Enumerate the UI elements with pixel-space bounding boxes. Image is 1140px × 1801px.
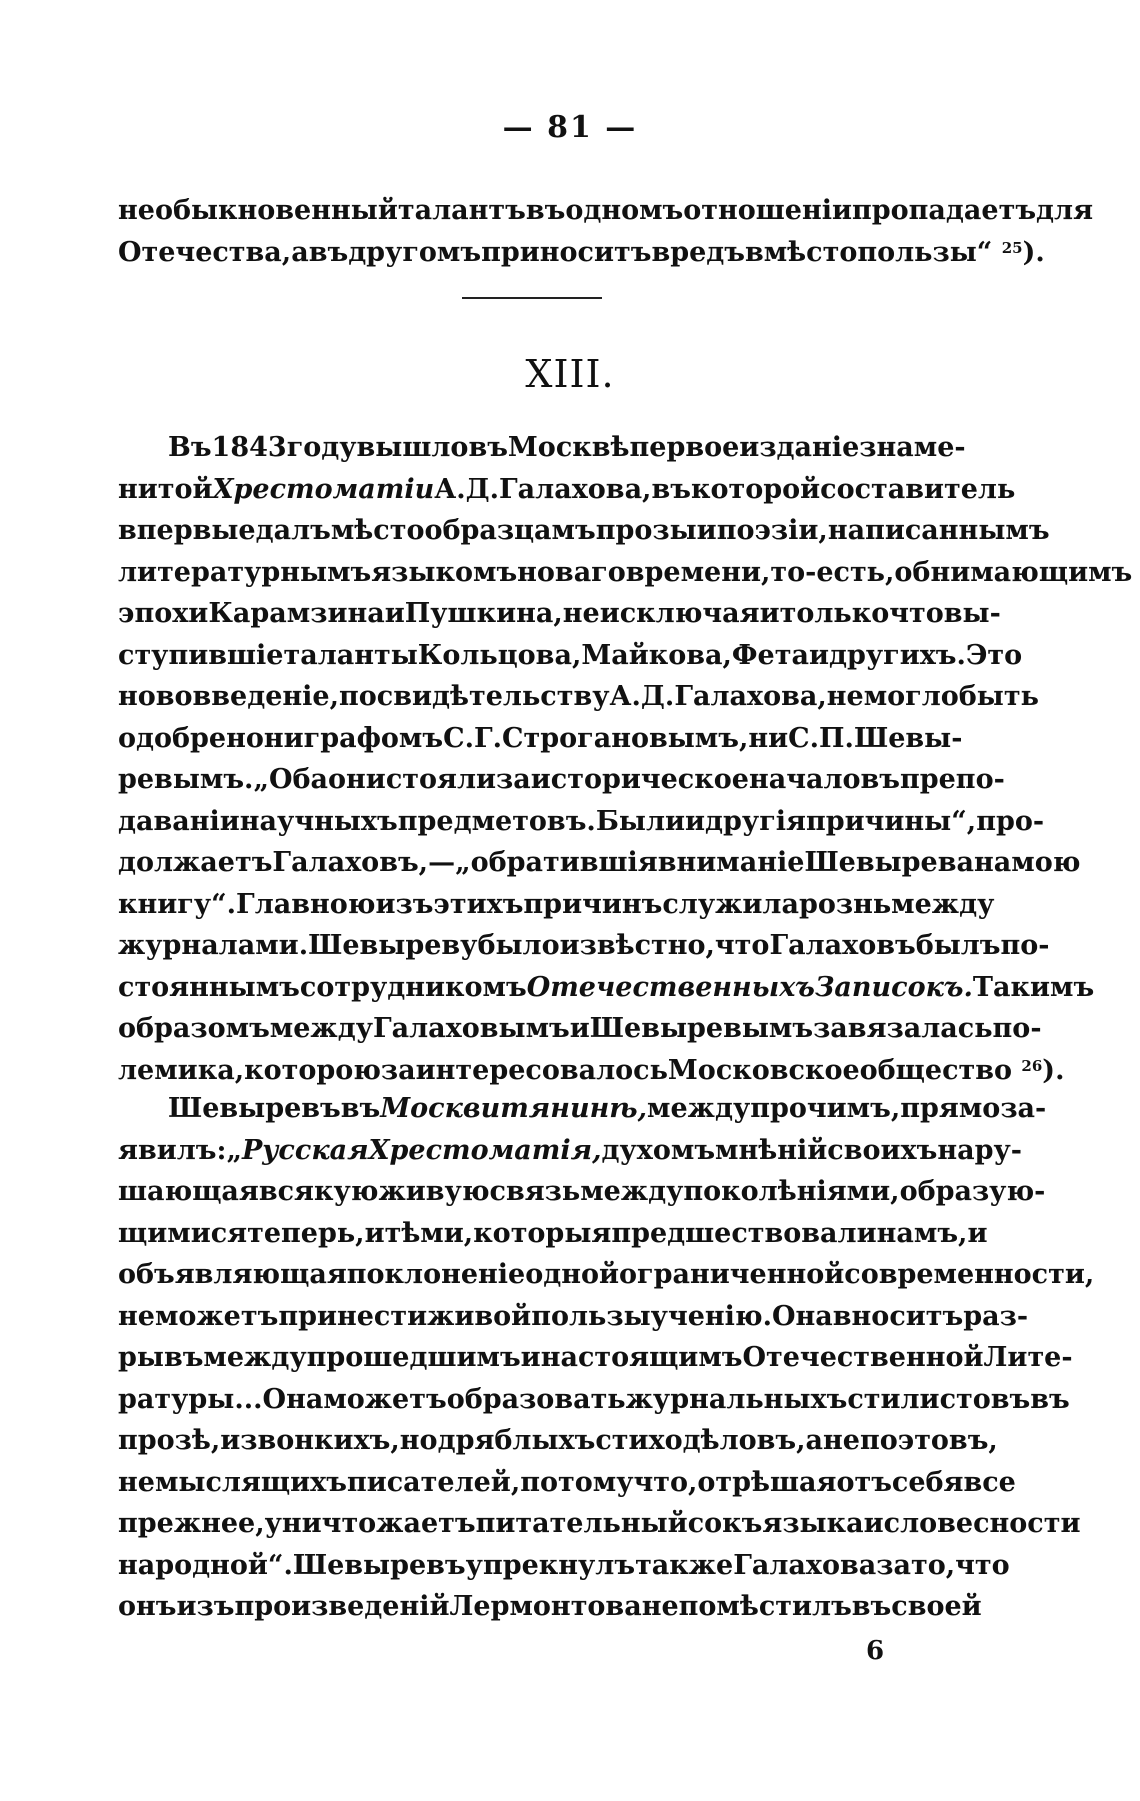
word: Пушкина, (404, 598, 563, 629)
word: языка (762, 1508, 864, 1539)
word: то, (911, 1549, 956, 1581)
word: которой (690, 473, 821, 505)
word: должаетъ (118, 847, 273, 878)
word: предшествовали (611, 1217, 877, 1249)
text-line (118, 801, 1045, 843)
word: мѣсто (330, 515, 425, 546)
word: явилъ: (118, 1134, 227, 1166)
word: другихъ. (828, 639, 966, 671)
word: нитой (118, 473, 213, 505)
word: на (974, 847, 1012, 878)
word: рознь (798, 888, 892, 920)
word: необыкновенный (118, 195, 398, 226)
word: шающая (118, 1176, 259, 1207)
word: про- (976, 805, 1045, 837)
word: стояннымъ (118, 971, 300, 1003)
text-line (118, 1462, 1016, 1504)
word: далъ (255, 515, 331, 546)
word: намъ, (876, 1217, 968, 1249)
word: отъ (836, 1466, 892, 1498)
word: исключая (599, 598, 760, 629)
text-line (118, 1171, 1046, 1213)
word: объявляющая (118, 1259, 347, 1290)
word: прежнее, (118, 1508, 265, 1539)
word: Д. (640, 681, 675, 712)
word: ревымъ. (118, 764, 254, 795)
word: написаннымъ (827, 515, 1050, 546)
word: Фета (731, 639, 809, 671)
word: было (477, 930, 560, 961)
word: Русская (241, 1134, 369, 1166)
word: литературнымъ (118, 556, 372, 588)
text-line (118, 1008, 1042, 1050)
word: всякую (258, 1176, 379, 1207)
word: этихъ (433, 888, 524, 920)
word: пропадаетъ (852, 195, 1037, 226)
word: что (714, 930, 770, 961)
word: словесности (883, 1508, 1081, 1539)
word: первое (629, 432, 740, 463)
word: они (328, 764, 386, 795)
text-line (118, 1503, 1081, 1545)
word: не (641, 1591, 679, 1622)
word: лемика, (118, 1054, 245, 1086)
word: и (808, 639, 829, 671)
word: въ (651, 473, 691, 505)
text-line (118, 593, 1001, 635)
text-line (118, 552, 1133, 594)
word: между (580, 1176, 684, 1207)
word: въ (340, 1093, 381, 1124)
word: Московское (667, 1054, 860, 1086)
word: языкомъ (371, 556, 518, 588)
word: по (339, 681, 377, 712)
section-divider (462, 297, 602, 299)
text-line (118, 1545, 1010, 1587)
word: ступившіе (118, 639, 284, 671)
word: своей (891, 1591, 982, 1622)
text-line (118, 842, 1081, 884)
word: онъ (118, 1591, 177, 1622)
word: Шевырева (804, 847, 974, 878)
word: ученію. (650, 1300, 772, 1332)
word-with-footnote (860, 1050, 1065, 1092)
word: вышло (356, 432, 469, 463)
word: въ (308, 236, 349, 268)
word: одномъ (565, 195, 684, 226)
word: завязалась (813, 1013, 993, 1044)
word: 1843 (211, 432, 287, 463)
word: могло (863, 681, 959, 712)
word: знаме- (859, 432, 966, 463)
word: Хрестоматія, (368, 1134, 602, 1166)
word: Шевыревъ (168, 1093, 341, 1124)
word: и (384, 598, 405, 629)
word: Г. (474, 722, 503, 754)
word: служила (662, 888, 799, 920)
word: свидѣтельству (376, 681, 610, 712)
word: Она (262, 1383, 324, 1415)
word: питательный (475, 1508, 688, 1539)
word: также (635, 1549, 734, 1581)
word: Это (965, 639, 1023, 671)
word: въ (851, 1591, 892, 1622)
word: одной (525, 1259, 620, 1290)
text-line (118, 1254, 1095, 1296)
text-line (118, 925, 1050, 967)
word: и (759, 598, 780, 629)
word: и (569, 1013, 590, 1044)
text-line (118, 718, 963, 760)
word: научныхъ (239, 805, 398, 837)
word: образомъ (118, 1013, 270, 1044)
word: Шевыреву (308, 930, 478, 961)
text-line (118, 759, 1005, 801)
word: начало (748, 764, 861, 795)
paragraph-1 (118, 427, 1133, 1091)
word: которыя (473, 1217, 612, 1249)
word: Шевыревымъ (589, 1013, 814, 1044)
word: потому (520, 1466, 634, 1498)
word: Галахова (733, 1549, 877, 1581)
word: образую- (899, 1176, 1046, 1207)
word: прозы (595, 515, 697, 546)
word: и (364, 1217, 385, 1249)
word: „Оба (253, 764, 329, 795)
word: не (118, 1300, 155, 1332)
word: что, (633, 1466, 698, 1498)
word: Въ (168, 432, 212, 463)
word: можетъ (323, 1383, 447, 1415)
word: то-есть, (770, 556, 895, 588)
word: Шевыревъ (292, 1549, 466, 1581)
word: между (269, 1013, 373, 1044)
word: впервые (118, 515, 256, 546)
word: сокъ (687, 1508, 763, 1539)
word: мою (1011, 847, 1081, 878)
word: для (1036, 195, 1094, 226)
word: году (286, 432, 357, 463)
word: Галахова, (674, 681, 827, 712)
word: таланты (283, 639, 418, 671)
continuation-text (118, 190, 1094, 273)
word: современности, (844, 1259, 1095, 1290)
word: звонкихъ, (240, 1425, 400, 1456)
word: себя (891, 1466, 964, 1498)
word: вмѣсто (744, 236, 858, 268)
text-line (118, 967, 1095, 1009)
word: и (220, 1425, 241, 1456)
text-line (118, 1130, 1022, 1172)
word: а (291, 236, 309, 268)
text-line (118, 427, 966, 469)
word: Галаховымъ (372, 1013, 570, 1044)
footnote-ref: 25 (1001, 238, 1023, 257)
word: поэзіи, (716, 515, 828, 546)
word: живую (378, 1176, 490, 1207)
word: своихъ (827, 1134, 938, 1166)
word: Карамзина (208, 598, 385, 629)
word: причинъ (523, 888, 663, 920)
word: пользы“ (857, 236, 993, 268)
word: талантъ (397, 195, 526, 226)
word: принести (278, 1300, 428, 1332)
word: Отечественной (742, 1342, 984, 1373)
word: и (863, 1508, 884, 1539)
word: за (876, 1549, 911, 1581)
word: вы- (943, 598, 1001, 629)
word: Отечественныхъ (526, 971, 815, 1003)
word: Были (595, 805, 686, 837)
word: рывъ (118, 1342, 204, 1373)
word: С. (443, 722, 474, 754)
word: между (647, 1093, 751, 1124)
signature-mark: 6 (866, 1636, 885, 1666)
word-with-footnote (857, 232, 1044, 274)
word: теперь, (247, 1217, 365, 1249)
word: но (399, 1425, 438, 1456)
word: поколѣніями, (683, 1176, 900, 1207)
text-line (118, 1420, 998, 1462)
word: ограниченной (619, 1259, 845, 1290)
word: живой (427, 1300, 532, 1332)
word: обнимающимъ (894, 556, 1133, 588)
word: Шевы- (853, 722, 963, 754)
word: стилистовъ (847, 1383, 1031, 1415)
word: „ (226, 1134, 242, 1166)
word: по- (992, 1013, 1042, 1044)
text-line (118, 676, 1039, 718)
closing-punct: ). (1042, 1054, 1065, 1086)
word: былъ (915, 930, 1001, 961)
word: вноситъ (832, 1300, 964, 1332)
word: Москвитянинѣ, (380, 1093, 648, 1124)
word: даваніи (118, 805, 240, 837)
closing-punct: ). (1022, 236, 1045, 268)
word: и (696, 515, 717, 546)
word: раз- (963, 1300, 1029, 1332)
footnote-ref: 26 (1021, 1056, 1043, 1075)
word: Строгановымъ, (502, 722, 749, 754)
word: мнѣній (715, 1134, 828, 1166)
word: другомъ (348, 236, 482, 268)
word: все (963, 1466, 1016, 1498)
word: произведеній (234, 1591, 450, 1622)
word: уничтожаетъ (264, 1508, 476, 1539)
text-line (118, 510, 1050, 552)
word: Отечества, (118, 236, 292, 268)
word: духомъ (601, 1134, 716, 1166)
word: А. (609, 681, 641, 712)
word: изданіе (739, 432, 860, 463)
word: поэтовъ, (859, 1425, 998, 1456)
word: общество (859, 1054, 1013, 1086)
text-line (118, 1379, 1070, 1421)
text-line (118, 469, 1016, 511)
word: заинтересовалось (380, 1054, 668, 1086)
word: мыслящихъ (154, 1466, 347, 1498)
word: изъ (375, 888, 434, 920)
paragraph-2 (118, 1088, 1095, 1628)
word: другія (705, 805, 806, 837)
word: извѣстно, (559, 930, 715, 961)
word: стиходѣловъ, (595, 1425, 806, 1456)
word: журнальныхъ (625, 1383, 848, 1415)
word: за- (1000, 1093, 1047, 1124)
word: вниманіе (657, 847, 805, 878)
word: за (496, 764, 531, 795)
word: причины“, (805, 805, 977, 837)
word: отношеніи (683, 195, 853, 226)
word: стояли (385, 764, 497, 795)
word: прочимъ, (750, 1093, 901, 1124)
word: которою (244, 1054, 381, 1086)
word: эпохи (118, 598, 209, 629)
word: Записокъ. (814, 971, 973, 1003)
word: Галахова, (499, 473, 652, 505)
word: Она (772, 1300, 833, 1332)
word: образцамъ (424, 515, 596, 546)
text-line (118, 884, 995, 926)
word: писателей, (346, 1466, 521, 1498)
word: отрѣшая (697, 1466, 837, 1498)
word: книгу“. (118, 888, 237, 920)
word: изъ (176, 1591, 235, 1622)
word: Главною (236, 888, 376, 920)
word: А. (434, 473, 466, 505)
word: новаго (517, 556, 626, 588)
word: историческое (530, 764, 749, 795)
text-line (118, 1296, 1029, 1338)
text-line (118, 1088, 1047, 1130)
word: прошедшимъ (306, 1342, 521, 1373)
text-line (118, 232, 1045, 274)
section-heading: XIII. (525, 352, 615, 396)
word: П. (819, 722, 854, 754)
word: времени, (625, 556, 771, 588)
word: между (203, 1342, 307, 1373)
text-line (118, 1337, 1073, 1379)
word: въ (525, 195, 566, 226)
word: С. (788, 722, 820, 754)
word: прямо (900, 1093, 1001, 1124)
word: по- (1000, 930, 1050, 961)
text-line (118, 1050, 1065, 1092)
word: Такимъ (972, 971, 1095, 1003)
word: дряблыхъ (437, 1425, 596, 1456)
word: не (826, 681, 864, 712)
word: Майкова, (581, 639, 732, 671)
word: не (823, 1425, 860, 1456)
word: щимися (118, 1217, 248, 1249)
word: можетъ (154, 1300, 279, 1332)
text-line (118, 1586, 982, 1628)
word: Хрестоматіи (212, 473, 435, 505)
word: Галаховъ (769, 930, 916, 961)
word: связь (489, 1176, 581, 1207)
word: ни (263, 722, 304, 754)
word: образовать (446, 1383, 626, 1415)
word: нововведеніе, (118, 681, 340, 712)
word: не (562, 598, 600, 629)
word: помѣстилъ (678, 1591, 852, 1622)
word: сотрудникомъ (299, 971, 527, 1003)
word: приноситъ (481, 236, 652, 268)
word: и (967, 1217, 988, 1249)
word: вредъ (651, 236, 745, 268)
word: предметовъ. (397, 805, 596, 837)
word: народной“. (118, 1549, 293, 1581)
word: настоящимъ (540, 1342, 743, 1373)
word: въ (860, 764, 900, 795)
page-number: — 81 — (502, 110, 638, 145)
word: и (685, 805, 706, 837)
text-line (118, 190, 1094, 232)
word: ни (748, 722, 789, 754)
word: поклоненіе (346, 1259, 526, 1290)
word: не (118, 1466, 155, 1498)
word: журналами. (118, 930, 309, 961)
word: что (889, 598, 944, 629)
word: Галаховъ,—„обратившія (272, 847, 658, 878)
word: Д. (465, 473, 500, 505)
word: Москвѣ (507, 432, 630, 463)
word: составитель (820, 473, 1016, 505)
word: что (955, 1549, 1010, 1581)
word: тѣми, (384, 1217, 474, 1249)
word: препо- (899, 764, 1005, 795)
word: пользы (531, 1300, 651, 1332)
word: въ (468, 432, 508, 463)
word: графомъ (303, 722, 444, 754)
word: упрекнулъ (465, 1549, 636, 1581)
word: Лите- (983, 1342, 1073, 1373)
word: одобрено (118, 722, 264, 754)
word: Кольцова, (417, 639, 582, 671)
word: и (520, 1342, 541, 1373)
word: въ (1030, 1383, 1070, 1415)
word: только (779, 598, 890, 629)
word: ратуры... (118, 1383, 263, 1415)
word: а (805, 1425, 824, 1456)
word: между (891, 888, 995, 920)
text-line (118, 635, 1023, 677)
word: Лермонтова (449, 1591, 642, 1622)
text-line (118, 1213, 988, 1255)
word: быть (958, 681, 1039, 712)
word: нару- (937, 1134, 1022, 1166)
word: прозѣ, (118, 1425, 221, 1456)
